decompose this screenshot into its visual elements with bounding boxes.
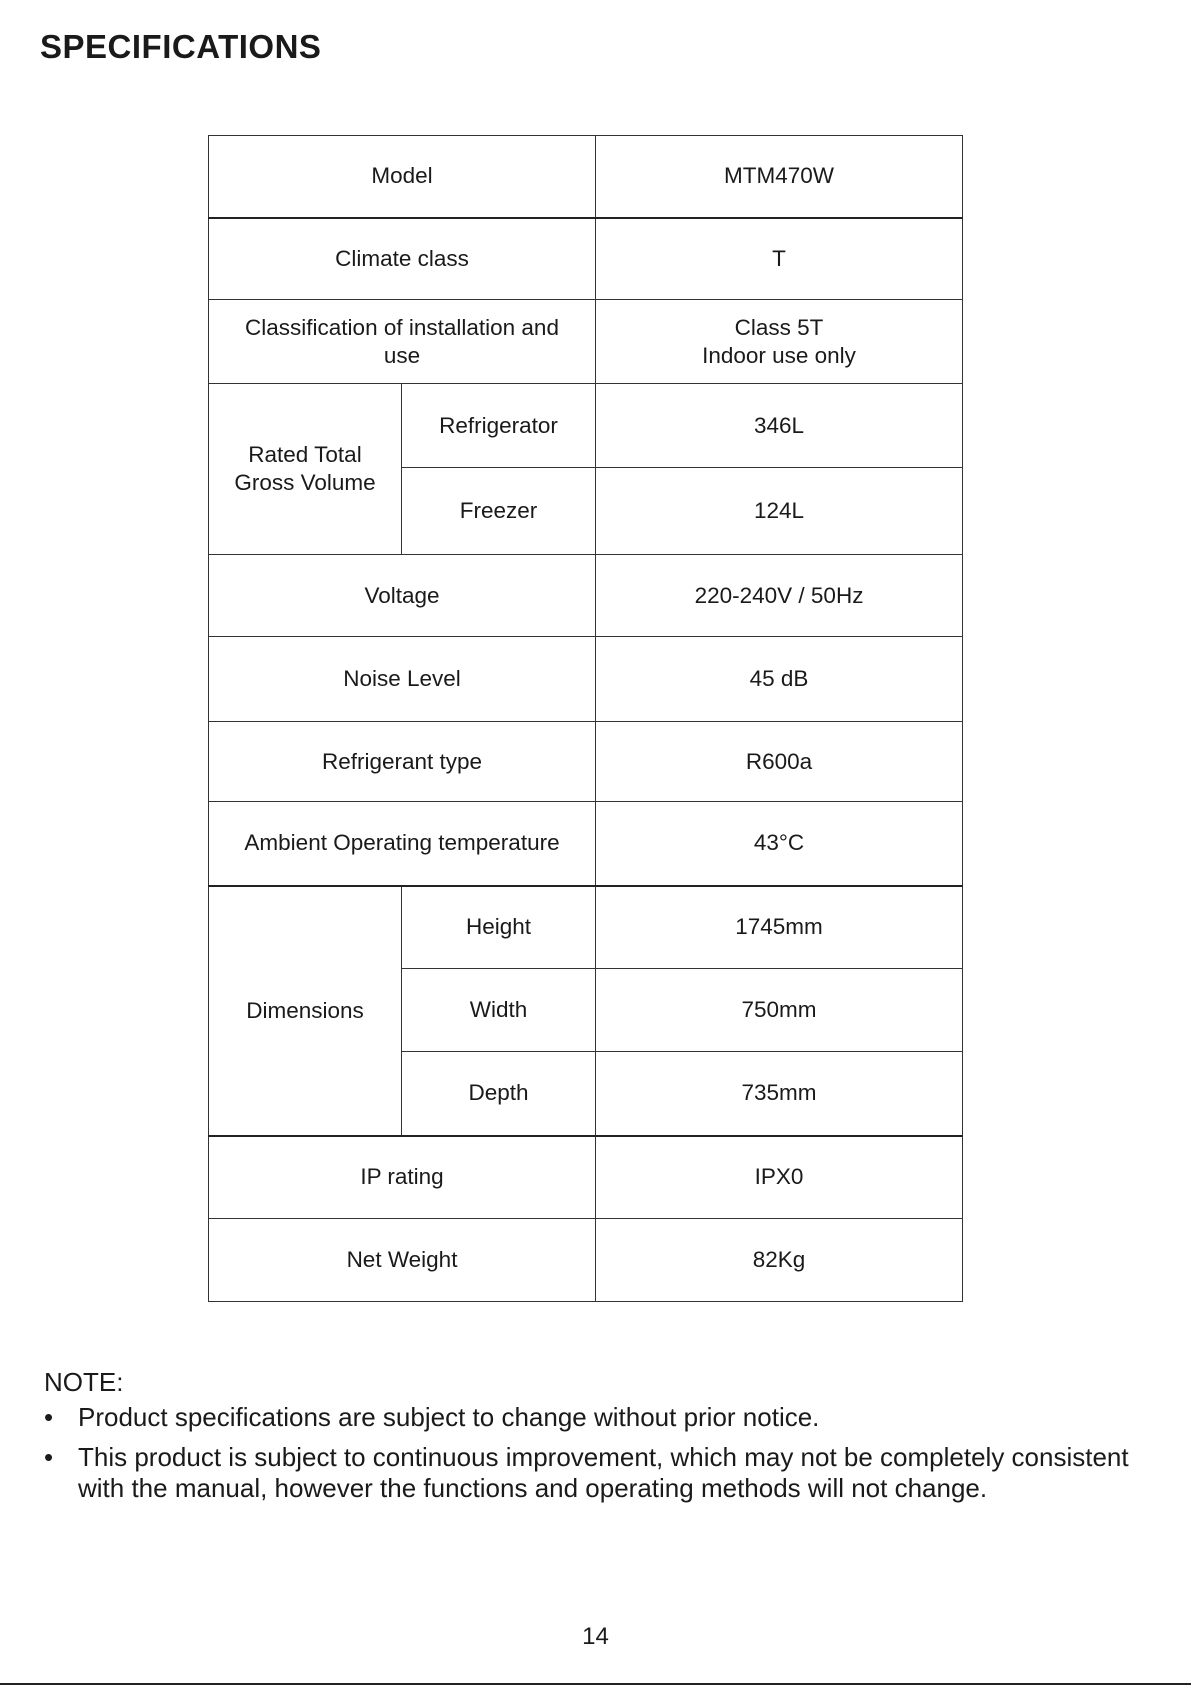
spec-value: 220-240V / 50Hz <box>596 555 963 637</box>
spec-sub-label: Height <box>402 886 596 969</box>
spec-label: Model <box>209 136 596 218</box>
spec-sub-label: Width <box>402 969 596 1052</box>
table-row-noise-level <box>209 637 963 722</box>
spec-label: Voltage <box>209 555 596 637</box>
spec-group-label: Dimensions <box>209 886 402 1136</box>
spec-value: 43°C <box>596 802 963 886</box>
spec-label <box>209 300 596 384</box>
spec-value-line: Class 5T <box>734 314 824 340</box>
spec-label: Climate class <box>209 218 596 300</box>
spec-sub-label: Depth <box>402 1052 596 1136</box>
specifications-table <box>208 135 963 1302</box>
spec-group-label-line: Rated Total <box>248 442 362 467</box>
table-row-classification <box>209 300 963 384</box>
page-number: 14 <box>582 1623 609 1650</box>
spec-value: MTM470W <box>596 136 963 218</box>
note-text: Product specifications are subject to change without prior notice. <box>78 1402 820 1432</box>
table-row-ambient-temperature <box>209 802 963 886</box>
table-row-net-weight <box>209 1219 963 1302</box>
spec-label-line: Classification of installation and <box>245 314 559 340</box>
table-row-model <box>209 136 963 218</box>
bullet-icon: • <box>44 1441 54 1472</box>
spec-value: 346L <box>596 384 963 468</box>
spec-value: 45 dB <box>596 637 963 722</box>
spec-sub-label: Refrigerator <box>402 384 596 468</box>
spec-value: IPX0 <box>596 1136 963 1219</box>
spec-group-label-line: Gross Volume <box>234 470 376 495</box>
spec-value <box>596 300 963 384</box>
spec-sub-label: Freezer <box>402 468 596 555</box>
spec-label: Ambient Operating temperature <box>209 802 596 886</box>
spec-value: T <box>596 218 963 300</box>
spec-value-line: Indoor use only <box>702 342 856 368</box>
spec-label-line: use <box>383 342 421 368</box>
list-item <box>44 1402 1154 1434</box>
note-text: This product is subject to continuous improvement, which may not be completely consistent with the manual, however the functions and operating methods will not change. <box>78 1441 1129 1503</box>
spec-value: 82Kg <box>596 1219 963 1302</box>
note-list <box>44 1402 1154 1505</box>
page-title: SPECIFICATIONS <box>40 28 322 65</box>
spec-label: Refrigerant type <box>209 722 596 802</box>
spec-label: IP rating <box>209 1136 596 1219</box>
spec-group-label <box>209 384 402 555</box>
table-row-climate-class <box>209 218 963 300</box>
table-row-height <box>209 886 963 969</box>
table-row-refrigerant <box>209 722 963 802</box>
spec-value: 1745mm <box>596 886 963 969</box>
spec-value: 735mm <box>596 1052 963 1136</box>
bullet-icon: • <box>44 1402 54 1432</box>
table-row-refrigerator <box>209 384 963 468</box>
spec-label: Noise Level <box>209 637 596 722</box>
table-row-ip-rating <box>209 1136 963 1219</box>
note-section <box>44 1362 1154 1513</box>
list-item <box>44 1442 1154 1505</box>
spec-label: Net Weight <box>209 1219 596 1302</box>
table-row-voltage <box>209 555 963 637</box>
spec-value: 124L <box>596 468 963 555</box>
note-label: NOTE: <box>44 1367 124 1397</box>
spec-value: 750mm <box>596 969 963 1052</box>
spec-value: R600a <box>596 722 963 802</box>
